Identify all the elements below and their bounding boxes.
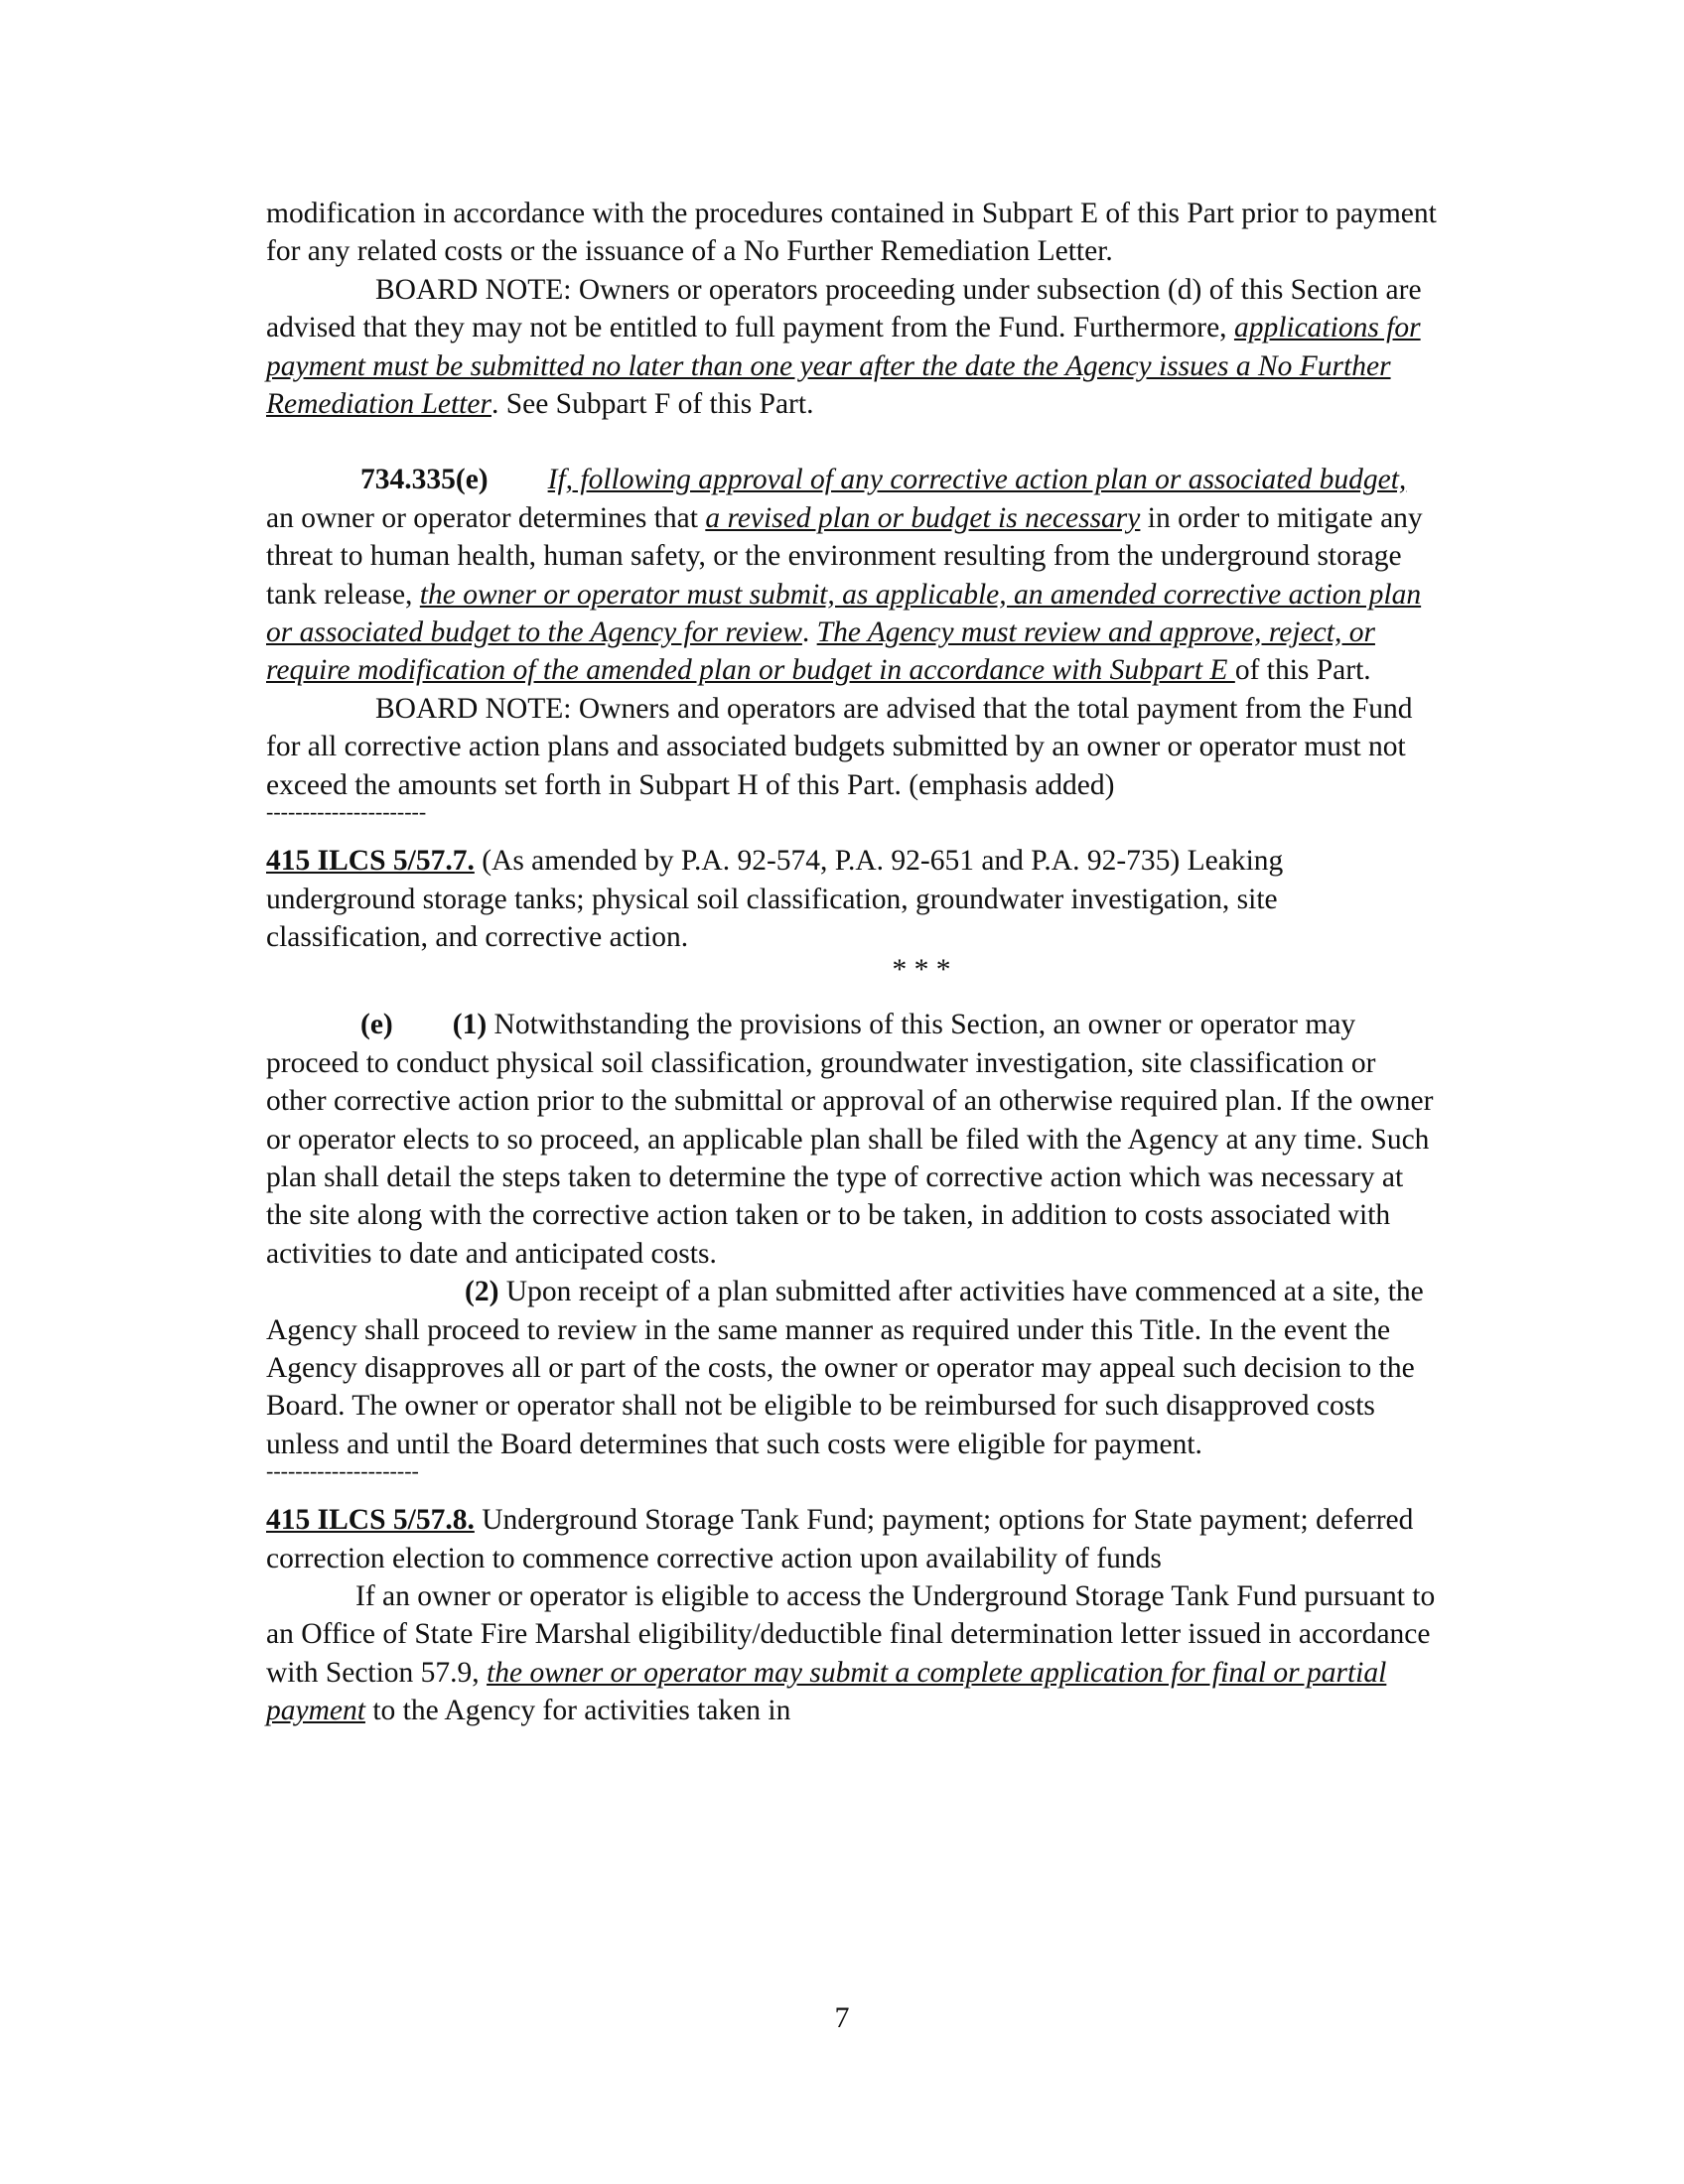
text-3: . <box>801 616 817 649</box>
paragraph-tail: to the Agency for activities taken in <box>364 1695 791 1727</box>
emphasis-3: the owner or operator must submit, as applicable, an amended corrective action plan or associated budget to the Agency for review <box>266 578 1422 649</box>
separator-rule: --------------------- <box>266 1458 419 1484</box>
board-note-1 <box>266 271 1438 424</box>
text-2: in order to mitigate any threat to human health, human safety, or the environment resulting from the underground storage tank release, <box>266 501 1423 611</box>
statute-citation: 415 ILCS 5/57.8. <box>266 1504 475 1537</box>
item-number-1: (1) <box>452 1009 488 1041</box>
statute-title: (As amended by P.A. 92-574, P.A. 92-651 and P.A. 92-735) Leaking underground storage tanks; physical soil classification, groundwater investigation, site classification, and corrective action. <box>266 845 1284 953</box>
emphasis-2: a revised plan or budget is necessary <box>705 501 1141 534</box>
section-number: 734.335(e) <box>360 464 489 496</box>
text-4: of this Part. <box>1234 654 1371 687</box>
statute-57-8-heading <box>266 1501 1438 1577</box>
emphasis-1: If, following approval of any corrective action plan or associated budget, <box>547 464 1407 496</box>
item-text-2: Upon receipt of a plan submitted after activities have commenced at a site, the Agency shall proceed to review in the same manner as required under this Title. In the event the Agency disapproves all or part of the costs, the owner or operator may appeal such decision to the Board. The owner or operator shall not be eligible to be reimbursed for such disapproved costs unless and until the Board determines that such costs were eligible for payment. <box>266 1276 1424 1460</box>
continued-paragraph: modification in accordance with the procedures contained in Subpart E of this Part prior to payment for any related costs or the issuance of a No Further Remediation Letter. <box>266 198 1437 268</box>
statute-57-8-paragraph <box>266 1577 1438 1730</box>
board-note-1-tail: . See Subpart F of this Part. <box>491 388 814 421</box>
text-1: an owner or operator determines that <box>266 501 706 534</box>
omission-stars: * * * <box>892 954 951 987</box>
item-number-2: (2) <box>465 1276 499 1308</box>
emphasis-4: The Agency must review and approve, reject, or require modification of the amended plan or budget in accordance with Subpart E <box>266 616 1375 687</box>
page-number: 7 <box>834 2001 850 2034</box>
paragraph-emphasis: the owner or operator may submit a complete application for final or partial payment <box>266 1656 1387 1727</box>
board-note-1-emphasis: applications for payment must be submitted no later than one year after the date the Agency issues a No Further Remediation Letter <box>266 312 1421 421</box>
statute-citation: 415 ILCS 5/57.7. <box>266 845 475 878</box>
board-note-1-text: BOARD NOTE: Owners or operators proceeding under subsection (d) of this Section are advised that they may not be entitled to full payment from the Fund. Furthermore, <box>266 273 1422 344</box>
separator-rule: ---------------------- <box>266 799 427 825</box>
document-page <box>266 195 1438 1730</box>
section-734-335e <box>266 461 1438 689</box>
board-note-2: BOARD NOTE: Owners and operators are advised that the total payment from the Fund for all corrective action plans and associated budgets submitted by an owner or operator must not exceed the amounts set forth in Subpart H of this Part. (emphasis added) <box>266 692 1413 801</box>
paragraph-text: If an owner or operator is eligible to access the Underground Storage Tank Fund pursuant to an Office of State Fire Marshal eligibility/deductible final determination letter issued in accordance with Section 57.9, <box>266 1580 1436 1689</box>
statute-57-7-heading <box>266 842 1438 956</box>
subsection-e2 <box>266 1273 1438 1463</box>
subsection-label: (e) <box>360 1009 393 1041</box>
subsection-e1 <box>266 1006 1438 1273</box>
item-text-1: Notwithstanding the provisions of this Section, an owner or operator may proceed to conduct physical soil classification, groundwater investigation, site classification or other corrective action prior to the submittal or approval of an otherwise required plan. If the owner or operator elects to so proceed, an applicable plan shall be filed with the Agency at any time. Such plan shall detail the steps taken to determine the type of corrective action which was necessary at the site along with the corrective action taken or to be taken, in addition to costs associated with activities to date and anticipated costs. <box>266 1009 1434 1270</box>
statute-title: Underground Storage Tank Fund; payment; options for State payment; deferred correction election to commence corrective action upon availability of funds <box>266 1504 1414 1574</box>
